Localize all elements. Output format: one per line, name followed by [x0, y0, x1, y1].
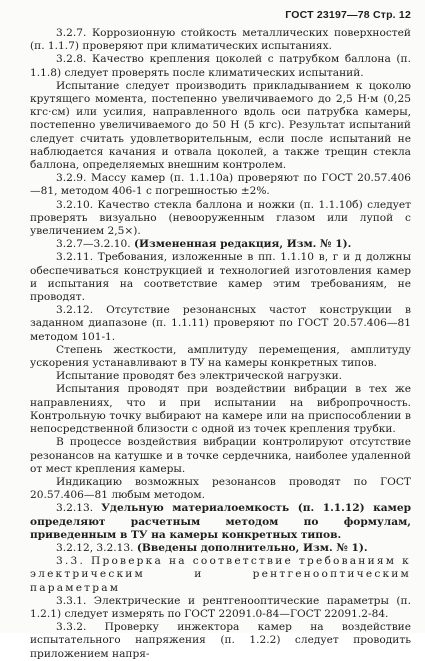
paragraph-amendment-2	[30, 542, 411, 555]
paragraph-3-2-10: 3.2.10. Качество стекла баллона и ножки (п. 1.1.10б) следует проверять визуально (невооруженным глазом или лупой с увеличением 2,5×).	[30, 198, 411, 238]
paragraph-3-2-9: 3.2.9. Массу камер (п. 1.1.10а) проверяют по ГОСТ 20.57.406—81, методом 406-1 с погрешностью ±2%.	[30, 172, 411, 198]
paragraph-vibration-tests: Испытания проводят при воздействии вибрации в тех же направлениях, что и при испытании на вибропрочность. Контрольную точку выбирают на камере или на приспособлении в непосредственной близости с одной из точек крепления трубки.	[30, 383, 411, 436]
paragraph-3-2-13	[30, 502, 411, 542]
paragraph-test-procedure: Испытание следует производить прикладыванием к цоколю крутящего момента, постепенно увеличиваемого до 2,5 Н·м (0,25 кгс·см) или усилия, направленного вдоль оси патрубка камеры, постепенно увеличиваемого до 50 Н (5 кгс). Результат испытаний следует считать удовлетворительным, если после испытаний не наблюдается качания и отвала цоколей, а также трещин стекла баллона, определяемых внешним контролем.	[30, 79, 411, 172]
paragraph-3-2-8: 3.2.8. Качество крепления цоколей с патрубком баллона (п. 1.1.8) следует проверять после климатических испытаний.	[30, 53, 411, 79]
paragraph-resonance-indication: Индикацию возможных резонансов проводят по ГОСТ 20.57.406—81 любым методом.	[30, 475, 411, 502]
paragraph-3-2-11: 3.2.11. Требования, изложенные в пп. 1.1.10 в, г и д должны обеспечиваться конструкцией и технологией изготовления камер и испытания на соответствие камер этим требованиям, не проводят.	[30, 251, 411, 304]
page-content	[30, 27, 411, 661]
paragraph-3-2-7: 3.2.7. Коррозионную стойкость металлических поверхностей (п. 1.1.7) проверяют при климатических испытаниях.	[30, 27, 411, 53]
section-text-bold: Удельную материалоемкость (п. 1.1.12) камер определяют расчетным методом по формулам, приведенным в ТУ на камеры конкретных типов.	[30, 502, 411, 541]
amendment-ref: 3.2.12, 3.2.13.	[56, 541, 137, 554]
amendment-ref: 3.2.7—3.2.10.	[56, 238, 134, 251]
amendment-note: (Введены дополнительно, Изм. № 1).	[136, 541, 368, 554]
paragraph-3-3-1: 3.3.1. Электрические и рентгенооптические параметры (п. 1.2.1) следует измерять по ГОСТ 22091.0-84—ГОСТ 22091.2-84.	[30, 594, 411, 620]
paragraph-stiffness: Степень жесткости, амплитуду перемещения, амплитуду ускорения устанавливают в ТУ на камеры конкретных типов.	[30, 343, 411, 370]
paragraph-3-2-12: 3.2.12. Отсутствие резонансных частот конструкции в заданном диапазоне (п. 1.1.11) проверяют по ГОСТ 20.57.406—81 методом 101-1.	[30, 304, 411, 343]
amendment-note: (Измененная редакция, Изм. № 1).	[133, 238, 352, 251]
page-header: ГОСТ 23197—78 Стр. 12	[285, 9, 411, 21]
paragraph-amendment-1	[30, 238, 411, 251]
section-ref: 3.2.13.	[56, 502, 102, 515]
paragraph-no-load: Испытание проводят без электрической нагрузки.	[56, 370, 343, 383]
paragraph-resonance-control: В процессе воздействия вибрации контролируют отсутствие резонансов на катушке и в точке сердечника, наиболее удаленной от мест крепления камеры.	[30, 436, 411, 475]
paragraph-3-3-2: 3.3.2. Проверку инжектора камер на воздействие испытательного напряжения (п. 1.2.2) следует проводить приложением напря-	[30, 621, 411, 660]
section-heading-3-3: 3.3. Проверка на соответствие требованиям к электрическим и рентгенооптическим параметрам	[30, 555, 411, 594]
